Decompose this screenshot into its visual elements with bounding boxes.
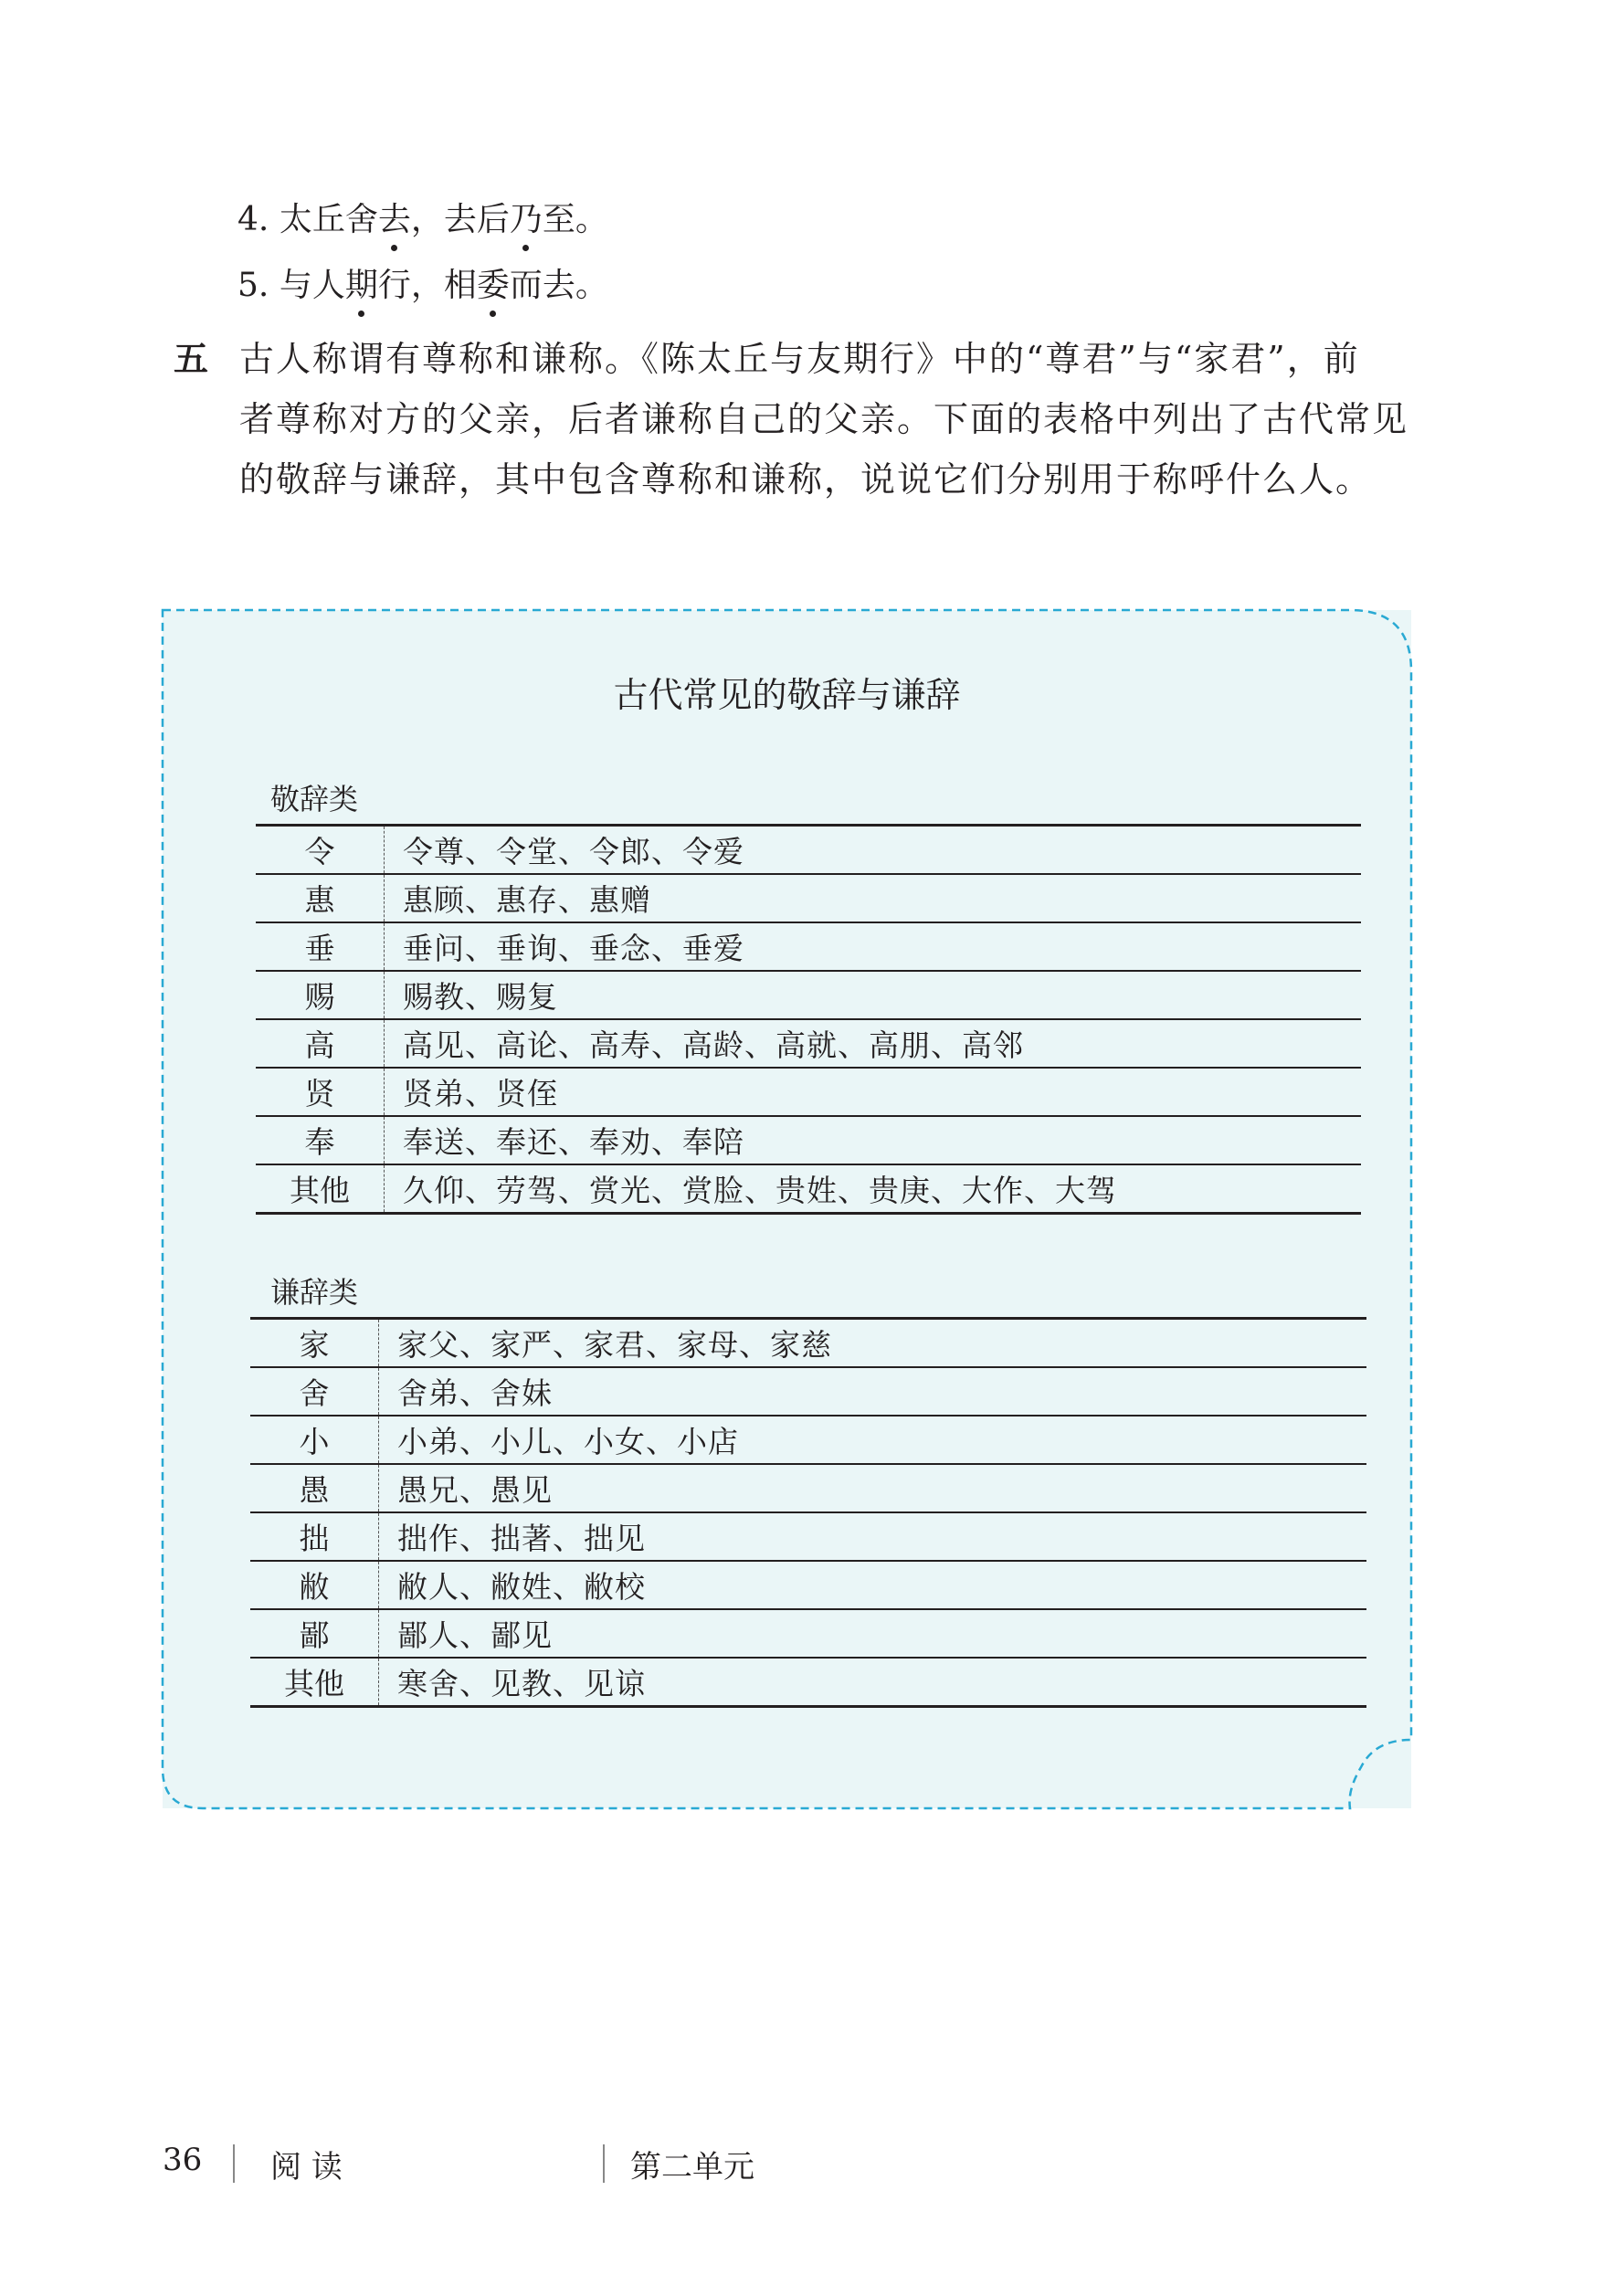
row-words: 小弟、小儿、小女、小店 bbox=[379, 1416, 1367, 1464]
row-words: 久仰、劳驾、赏光、赏脸、贵姓、贵庚、大作、大驾 bbox=[385, 1164, 1362, 1214]
row-key: 拙 bbox=[250, 1512, 379, 1561]
row-key: 鄙 bbox=[250, 1609, 379, 1658]
box-title: 古代常见的敬辞与谦辞 bbox=[613, 675, 961, 715]
row-words: 寒舍、见教、见谅 bbox=[379, 1658, 1367, 1707]
item-number: 4. bbox=[237, 201, 269, 238]
info-box bbox=[163, 610, 1411, 1808]
row-words: 鄙人、鄙见 bbox=[379, 1609, 1367, 1658]
row-words: 垂问、垂询、垂念、垂爱 bbox=[385, 922, 1362, 971]
table-row bbox=[256, 1164, 1361, 1214]
table-row bbox=[250, 1561, 1366, 1609]
row-words: 愚兄、愚见 bbox=[379, 1464, 1367, 1512]
row-key: 垂 bbox=[256, 922, 385, 971]
row-words: 拙作、拙著、拙见 bbox=[379, 1512, 1367, 1561]
question-line-3: 的敬辞与谦辞，其中包含尊称和谦称，说说它们分别用于称呼什么人。 bbox=[239, 459, 1373, 500]
row-words: 令尊、令堂、令郎、令爱 bbox=[385, 826, 1362, 875]
emphasis-char: 乃 bbox=[510, 194, 543, 240]
item-text-b: 行，相 bbox=[377, 267, 477, 304]
row-words: 贤弟、贤侄 bbox=[385, 1068, 1362, 1116]
table-row bbox=[256, 1116, 1361, 1164]
emphasis-char: 委 bbox=[477, 259, 510, 306]
row-words: 敝人、敝姓、敝校 bbox=[379, 1561, 1367, 1609]
item-text-c: 至。 bbox=[542, 201, 608, 238]
item-text-a: 与人 bbox=[279, 267, 345, 304]
question-line-2: 者尊称对方的父亲，后者谦称自己的父亲。下面的表格中列出了古代常见 bbox=[239, 399, 1409, 439]
table-row bbox=[256, 826, 1361, 875]
row-key: 其他 bbox=[256, 1164, 385, 1214]
emphasis-char: 去 bbox=[378, 194, 411, 240]
page-number: 36 bbox=[163, 2142, 203, 2178]
respectful-section-title: 敬辞类 bbox=[270, 782, 359, 816]
row-key: 惠 bbox=[256, 874, 385, 922]
footer-divider bbox=[233, 2144, 235, 2183]
row-key: 令 bbox=[256, 826, 385, 875]
item-text-a: 太丘舍 bbox=[279, 201, 378, 238]
footer-unit: 第二单元 bbox=[630, 2149, 754, 2185]
row-key: 赐 bbox=[256, 971, 385, 1019]
row-key: 敝 bbox=[250, 1561, 379, 1609]
respectful-table bbox=[256, 824, 1361, 1215]
row-key: 贤 bbox=[256, 1068, 385, 1116]
table-row bbox=[256, 1019, 1361, 1068]
row-key: 家 bbox=[250, 1319, 379, 1368]
humble-section-title: 谦辞类 bbox=[270, 1275, 359, 1310]
item-text-c: 而去。 bbox=[509, 267, 608, 304]
table-row bbox=[250, 1609, 1366, 1658]
row-words: 家父、家严、家君、家母、家慈 bbox=[379, 1319, 1367, 1368]
question-number: 五 bbox=[174, 338, 209, 379]
table-row bbox=[250, 1367, 1366, 1416]
corner-cutout bbox=[1350, 1740, 1588, 1822]
row-key: 其他 bbox=[250, 1658, 379, 1707]
table-row bbox=[256, 971, 1361, 1019]
table-row bbox=[250, 1416, 1366, 1464]
table-row bbox=[250, 1512, 1366, 1561]
table-row bbox=[250, 1658, 1366, 1707]
row-words: 惠顾、惠存、惠赠 bbox=[385, 874, 1362, 922]
row-key: 舍 bbox=[250, 1367, 379, 1416]
table-row bbox=[256, 1068, 1361, 1116]
table-row bbox=[256, 874, 1361, 922]
question-line-1: 古人称谓有尊称和谦称。《陈太丘与友期行》中的“尊君”与“家君”，前 bbox=[239, 339, 1360, 379]
row-words: 高见、高论、高寿、高龄、高就、高朋、高邻 bbox=[385, 1019, 1362, 1068]
table-row bbox=[256, 922, 1361, 971]
item-text-b: ，去后 bbox=[410, 201, 510, 238]
row-words: 舍弟、舍妹 bbox=[379, 1367, 1367, 1416]
footer-divider bbox=[603, 2144, 605, 2183]
row-key: 高 bbox=[256, 1019, 385, 1068]
item-number: 5. bbox=[237, 267, 269, 304]
row-words: 奉送、奉还、奉劝、奉陪 bbox=[385, 1116, 1362, 1164]
humble-table bbox=[250, 1317, 1366, 1708]
footer-section: 阅 读 bbox=[270, 2149, 343, 2185]
table-row bbox=[250, 1319, 1366, 1368]
row-words: 赐教、赐复 bbox=[385, 971, 1362, 1019]
row-key: 小 bbox=[250, 1416, 379, 1464]
row-key: 奉 bbox=[256, 1116, 385, 1164]
emphasis-char: 期 bbox=[345, 259, 378, 306]
row-key: 愚 bbox=[250, 1464, 379, 1512]
table-row bbox=[250, 1464, 1366, 1512]
